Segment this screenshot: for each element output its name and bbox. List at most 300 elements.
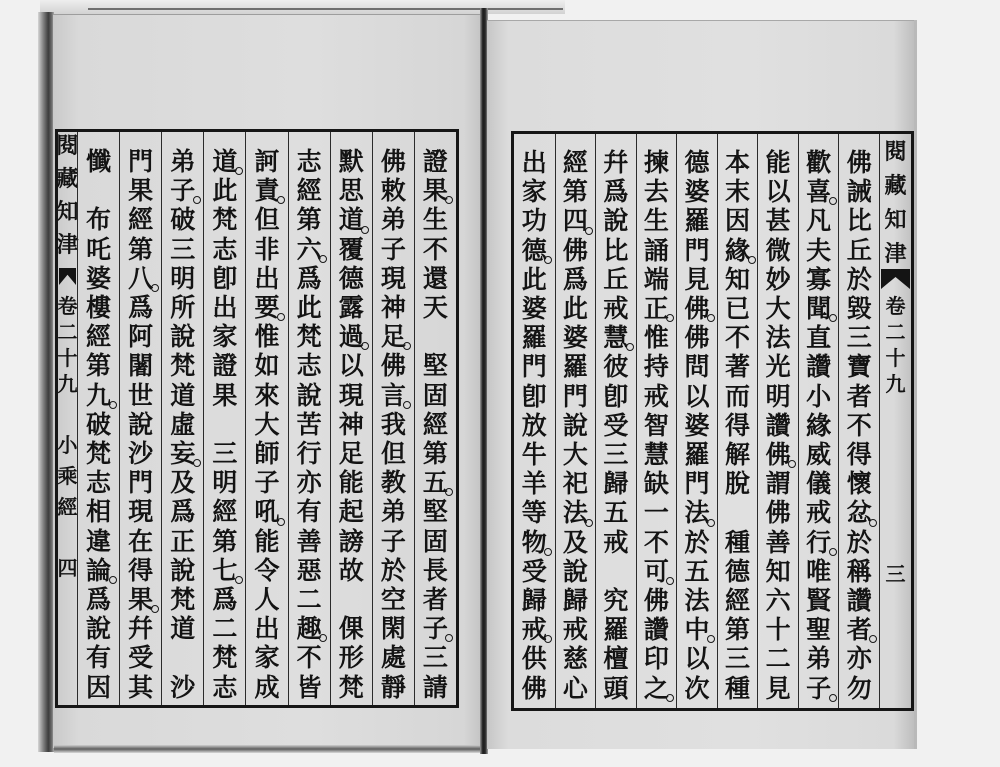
glyph: 樓 [86,293,112,322]
glyph: 慧 [603,323,629,353]
glyph: 布 [86,205,112,235]
glyph: 中 [684,615,710,645]
glyph: 不 [296,643,322,673]
text-column [330,132,372,705]
glyph: 比 [846,206,872,236]
glyph: 津 [884,241,907,267]
glyph: 直 [806,323,832,353]
glyph: 誡 [846,177,872,207]
glyph: 緣 [725,235,751,265]
glyph: 露 [338,293,364,322]
glyph: 九 [86,380,112,410]
glyph: 道 [212,147,238,176]
glyph: 受 [128,643,154,673]
glyph: 二 [212,614,238,644]
glyph: 印 [643,644,669,674]
glyph: 小 [806,381,832,411]
punctuation-circle [319,255,327,263]
glyph: 儀 [806,469,832,499]
glyph: 懷 [846,469,872,499]
glyph: 門 [128,147,154,176]
glyph: 因 [86,672,112,702]
glyph: 小 [57,433,78,457]
glyph: 請 [422,672,448,702]
glyph: 閱 [56,133,79,159]
glyph: 末 [725,177,751,207]
glyph: 佛 [643,586,669,615]
punctuation-circle [748,256,756,264]
glyph: 見 [684,264,710,294]
glyph: 現 [338,380,364,410]
glyph: 歸 [521,586,547,615]
glyph: 門 [562,381,588,411]
glyph: 祀 [562,469,588,499]
glyph: 見 [765,673,791,703]
punctuation-circle [151,605,159,613]
glyph: 法 [765,323,791,353]
glyph: 歡 [806,148,832,177]
glyph: 足 [380,322,406,352]
glyph: 神 [380,293,406,322]
glyph: 經 [725,586,751,615]
glyph: 子 [422,614,448,644]
glyph: 而 [725,381,751,411]
glyph: 戒 [643,381,669,411]
glyph: 志 [212,672,238,702]
glyph: 道 [170,614,196,644]
glyph: 師 [254,439,280,468]
glyph: 智 [643,410,669,440]
glyph: 幷 [603,148,629,177]
glyph: 梵 [212,643,238,673]
glyph: 功 [521,206,547,236]
glyph: 弟 [170,147,196,176]
glyph: 家 [212,322,238,352]
glyph: 出 [521,148,547,177]
text-column [245,132,287,705]
glyph: 三 [212,439,238,468]
glyph: 道 [170,380,196,410]
glyph: 經 [296,176,322,206]
glyph: 說 [562,410,588,440]
glyph: 梵 [212,205,238,235]
glyph: 破 [86,409,112,439]
glyph: 不 [422,234,448,264]
glyph: 六 [765,586,791,615]
glyph: 亦 [296,468,322,498]
glyph: 梵 [86,439,112,468]
glyph: 訶 [254,147,280,176]
punctuation-circle [109,576,117,584]
glyph: 法 [562,498,588,528]
glyph: 脫 [725,469,751,499]
glyph: 威 [806,440,832,469]
glyph: 丘 [846,235,872,265]
glyph: 形 [338,643,364,673]
glyph: 羅 [684,206,710,236]
glyph: 成 [254,672,280,702]
glyph: 子 [170,176,196,206]
glyph: 者 [422,585,448,614]
glyph: 毀 [846,294,872,323]
glyph: 說 [603,206,629,236]
glyph: 爲 [562,264,588,294]
text-column [77,132,119,705]
glyph: 空 [380,585,406,614]
glyph: 慈 [562,644,588,674]
glyph: 令 [254,555,280,585]
glyph: 頭 [603,673,629,703]
glyph: 二 [296,585,322,614]
glyph: 謂 [765,469,791,499]
glyph: 處 [380,643,406,673]
glyph: 梵 [338,672,364,702]
glyph: 等 [521,498,547,528]
glyph: 卽 [212,263,238,293]
glyph: 說 [86,614,112,644]
glyph: 其 [128,672,154,702]
glyph: 佛 [562,235,588,265]
glyph: 現 [128,497,154,527]
glyph: 言 [380,380,406,410]
glyph: 已 [725,294,751,323]
glyph: 堅 [422,351,448,381]
glyph: 戒 [603,294,629,323]
glyph: 佛 [846,148,872,177]
glyph: 違 [86,526,112,556]
glyph: 乘 [57,464,78,488]
glyph: 家 [521,177,547,207]
glyph: 門 [684,469,710,499]
glyph: 問 [684,352,710,382]
glyph: 謗 [338,526,364,556]
glyph: 種 [725,527,751,557]
left-page [53,14,481,748]
punctuation-circle [585,227,593,235]
punctuation-circle [829,548,837,556]
glyph: 羊 [521,469,547,499]
glyph: 戒 [521,615,547,645]
glyph: 還 [422,263,448,293]
blank-space [72,176,125,205]
glyph: 敕 [380,176,406,206]
glyph: 次 [684,673,710,703]
glyph: 爲 [86,585,112,614]
glyph: 門 [684,235,710,265]
text-column [514,134,555,708]
glyph: 說 [170,322,196,352]
glyph: 佛 [765,440,791,469]
glyph: 佛 [684,323,710,353]
glyph: 明 [212,468,238,498]
glyph: 於 [846,527,872,557]
glyph: 大 [562,440,588,469]
glyph: 家 [254,643,280,673]
glyph: 著 [725,352,751,382]
book-block-edge [38,12,54,752]
glyph: 沙 [128,439,154,468]
glyph: 德 [684,148,710,177]
glyph: 三 [422,643,448,673]
glyph: 論 [86,555,112,585]
glyph: 覆 [338,234,364,264]
glyph: 稱 [846,556,872,586]
glyph: 牛 [521,440,547,469]
glyph: 端 [643,264,669,294]
glyph: 爲 [603,177,629,207]
glyph: 弟 [806,644,832,674]
glyph: 志 [212,234,238,264]
glyph: 婆 [562,323,588,353]
glyph: 卷 [57,294,78,318]
text-column [798,134,839,708]
glyph: 七 [212,555,238,585]
text-column [288,132,330,705]
glyph: 津 [56,232,79,258]
glyph: 來 [254,380,280,410]
glyph: 此 [212,176,238,206]
glyph: 如 [254,351,280,381]
glyph: 持 [643,352,669,382]
glyph: 去 [643,177,669,207]
glyph: 勿 [846,673,872,703]
glyph: 物 [521,527,547,557]
glyph: 爲 [128,293,154,322]
glyph: 供 [521,644,547,674]
text-column [636,134,677,708]
glyph: 夫 [806,235,832,265]
glyph: 二 [57,320,78,344]
glyph: 行 [806,527,832,557]
glyph: 說 [170,555,196,585]
glyph: 足 [338,439,364,468]
glyph: 凡 [806,206,832,236]
glyph: 以 [684,644,710,674]
glyph: 羅 [521,323,547,353]
glyph: 以 [338,351,364,381]
glyph: 不 [846,410,872,440]
glyph: 幷 [128,614,154,644]
text-column [757,134,798,708]
glyph: 以 [765,177,791,207]
glyph: 放 [521,410,547,440]
glyph: 梵 [170,585,196,614]
glyph: 三 [170,234,196,264]
glyph: 寶 [846,352,872,382]
glyph: 此 [562,294,588,323]
bottom-page-edge [54,745,482,753]
glyph: 彼 [603,352,629,382]
glyph: 在 [128,526,154,556]
top-edge-line [88,8,563,10]
glyph: 受 [521,556,547,586]
glyph: 能 [765,148,791,177]
glyph: 種 [725,673,751,703]
glyph: 甚 [765,206,791,236]
glyph: 經 [57,495,78,519]
glyph: 解 [725,440,751,469]
glyph: 妙 [765,264,791,294]
glyph: 第 [86,351,112,381]
glyph: 聞 [806,294,832,323]
glyph: 讚 [806,352,832,382]
glyph: 經 [212,497,238,527]
glyph: 閱 [884,139,907,165]
glyph: 揀 [643,148,669,177]
glyph: 第 [422,439,448,468]
glyph: 教 [380,468,406,498]
glyph: 正 [170,526,196,556]
glyph: 正 [643,294,669,323]
glyph: 但 [254,205,280,235]
glyph: 神 [338,409,364,439]
text-column [161,132,203,705]
glyph: 比 [603,235,629,265]
glyph: 亦 [846,644,872,674]
glyph: 吒 [86,234,112,264]
glyph: 善 [765,527,791,557]
glyph: 十 [57,346,78,370]
glyph: 堅 [422,497,448,527]
glyph: 得 [846,440,872,469]
glyph: 思 [338,176,364,206]
glyph: 經 [562,148,588,177]
glyph: 說 [128,409,154,439]
glyph: 唯 [806,556,832,586]
glyph: 起 [338,497,364,527]
glyph: 讚 [765,410,791,440]
glyph: 之 [643,673,669,703]
glyph: 出 [212,293,238,322]
glyph: 受 [603,410,629,440]
glyph: 光 [765,352,791,382]
glyph: 二 [885,320,906,344]
glyph: 善 [296,526,322,556]
glyph: 三 [846,323,872,353]
glyph: 不 [725,323,751,353]
glyph: 趣 [296,614,322,644]
glyph: 以 [684,381,710,411]
glyph: 子 [806,673,832,703]
glyph: 三 [603,440,629,469]
punctuation-circle [109,401,117,409]
glyph: 人 [254,585,280,614]
glyph: 丘 [603,264,629,294]
punctuation-circle [193,459,201,467]
glyph: 可 [643,556,669,586]
glyph: 卽 [521,381,547,411]
glyph: 卷 [885,294,906,318]
glyph: 固 [422,380,448,410]
glyph: 第 [562,177,588,207]
punctuation-circle [829,314,837,322]
glyph: 第 [296,205,322,235]
glyph: 要 [254,293,280,322]
glyph: 大 [765,294,791,323]
glyph: 靜 [380,672,406,702]
glyph: 能 [254,526,280,556]
glyph: 惟 [643,323,669,353]
glyph: 婆 [684,177,710,207]
glyph: 忿 [846,498,872,528]
glyph: 緣 [806,410,832,440]
glyph: 沙 [170,672,196,702]
glyph: 能 [338,468,364,498]
glyph: 我 [380,409,406,439]
glyph: 說 [296,380,322,410]
glyph: 行 [296,439,322,468]
glyph: 卽 [603,381,629,411]
glyph: 心 [562,673,588,703]
glyph: 長 [422,555,448,585]
punctuation-circle [707,519,715,527]
glyph: 於 [380,555,406,585]
glyph: 於 [684,527,710,557]
glyph: 十 [765,615,791,645]
glyph: 六 [296,234,322,264]
glyph: 惟 [254,322,280,352]
glyph: 五 [684,556,710,586]
glyph: 但 [380,439,406,468]
glyph: 知 [725,264,751,294]
glyph: 一 [643,498,669,528]
glyph: 德 [521,235,547,265]
glyph: 第 [725,615,751,645]
glyph: 者 [846,615,872,645]
glyph: 果 [422,176,448,206]
glyph: 羅 [603,615,629,645]
glyph: 故 [338,555,364,585]
glyph: 四 [57,556,78,580]
glyph: 歸 [603,469,629,499]
glyph: 四 [562,206,588,236]
glyph: 閑 [380,614,406,644]
glyph: 有 [86,643,112,673]
glyph: 藏 [884,173,907,199]
glyph: 門 [521,352,547,382]
glyph: 證 [422,147,448,176]
glyph: 阿 [128,322,154,352]
punctuation-circle [585,519,593,527]
glyph: 知 [765,556,791,586]
glyph: 羅 [684,440,710,469]
glyph: 二 [765,644,791,674]
glyph: 婆 [521,294,547,323]
right-banxin-strip [879,134,911,708]
glyph: 八 [128,263,154,293]
glyph: 第 [128,234,154,264]
glyph: 非 [254,234,280,264]
punctuation-circle [277,518,285,526]
glyph: 誦 [643,235,669,265]
glyph: 弟 [380,205,406,235]
glyph: 究 [603,586,629,615]
glyph: 皆 [296,672,322,702]
punctuation-circle [869,519,877,527]
glyph: 門 [128,468,154,498]
glyph: 子 [380,234,406,264]
glyph: 得 [128,555,154,585]
glyph: 佛 [765,498,791,528]
glyph: 此 [296,293,322,322]
glyph: 讚 [643,615,669,645]
glyph: 闍 [128,351,154,381]
glyph: 梵 [296,322,322,352]
glyph: 歸 [562,586,588,615]
glyph: 因 [725,206,751,236]
glyph: 大 [254,409,280,439]
text-column [717,134,758,708]
